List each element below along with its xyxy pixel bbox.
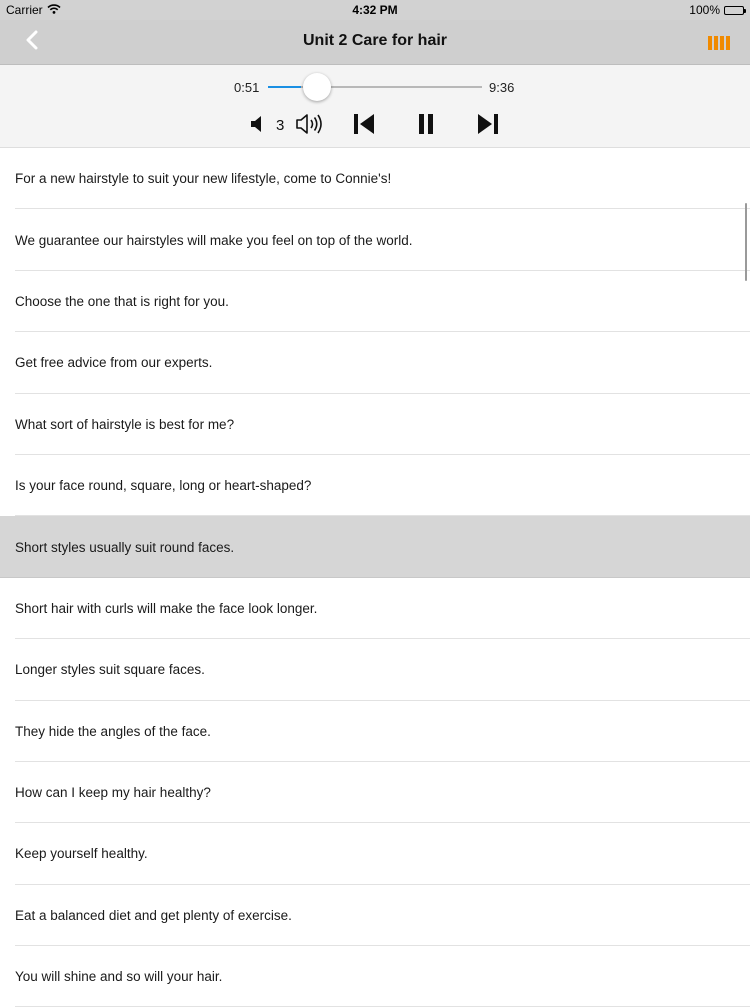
list-item[interactable] — [0, 823, 750, 884]
scrollbar[interactable] — [745, 203, 747, 281]
skip-back-icon — [352, 112, 376, 141]
navigation-bar — [0, 20, 750, 65]
battery-status — [689, 3, 744, 17]
carrier-label: Carrier — [6, 3, 43, 17]
slider-thumb[interactable] — [303, 73, 331, 101]
list-item[interactable] — [0, 946, 750, 1007]
sentence-text: How can I keep my hair healthy? — [15, 785, 211, 801]
volume-up-button[interactable] — [294, 111, 326, 141]
list-item[interactable] — [0, 639, 750, 700]
list-item[interactable] — [0, 209, 750, 270]
skip-forward-icon — [476, 112, 500, 141]
sentence-text: Get free advice from our experts. — [15, 355, 213, 371]
bars-icon[interactable] — [708, 36, 732, 52]
list-item[interactable] — [0, 516, 750, 577]
speaker-high-icon — [295, 113, 325, 140]
sentence-text: Short hair with curls will make the face look longer. — [15, 600, 318, 616]
player-controls — [0, 111, 750, 141]
list-item[interactable] — [0, 148, 750, 209]
previous-button[interactable] — [350, 111, 378, 141]
sentence-text: Choose the one that is right for you. — [15, 293, 229, 309]
sentence-text: They hide the angles of the face. — [15, 723, 211, 739]
battery-label: 100% — [689, 3, 720, 17]
status-time: 4:32 PM — [352, 3, 398, 17]
sentence-text: Is your face round, square, long or heart-shaped? — [15, 478, 312, 494]
list-item[interactable] — [0, 455, 750, 516]
speed-value: 3 — [276, 117, 285, 134]
list-item[interactable] — [0, 701, 750, 762]
sentence-text: Eat a balanced diet and get plenty of exercise. — [15, 907, 292, 923]
list-item[interactable] — [0, 332, 750, 393]
progress-fill — [268, 86, 301, 88]
status-bar — [0, 0, 750, 20]
pause-button[interactable] — [413, 111, 439, 141]
sentence-text: Longer styles suit square faces. — [15, 662, 205, 678]
list-item[interactable] — [0, 578, 750, 639]
sentence-text: Short styles usually suit round faces. — [15, 539, 235, 555]
sentence-text: We guarantee our hairstyles will make you feel on top of the world. — [15, 232, 413, 248]
total-time: 9:36 — [489, 80, 515, 95]
elapsed-time: 0:51 — [234, 80, 260, 95]
next-button[interactable] — [474, 111, 502, 141]
battery-icon — [724, 6, 744, 15]
sentence-text: What sort of hairstyle is best for me? — [15, 416, 235, 432]
list-item[interactable] — [0, 271, 750, 332]
list-item[interactable] — [0, 762, 750, 823]
sentence-text: For a new hairstyle to suit your new lifestyle, come to Connie's! — [15, 171, 392, 187]
speaker-low-icon — [249, 115, 265, 138]
list-item[interactable] — [0, 885, 750, 946]
volume-down-button[interactable] — [246, 111, 268, 141]
page-title: Unit 2 Care for hair — [302, 32, 448, 49]
sentence-list — [0, 148, 750, 1007]
pause-icon — [417, 112, 435, 141]
sentence-text: You will shine and so will your hair. — [15, 969, 223, 985]
list-item[interactable] — [0, 394, 750, 455]
audio-player — [0, 65, 750, 148]
sentence-text: Keep yourself healthy. — [15, 846, 148, 862]
progress-slider[interactable] — [268, 86, 482, 88]
